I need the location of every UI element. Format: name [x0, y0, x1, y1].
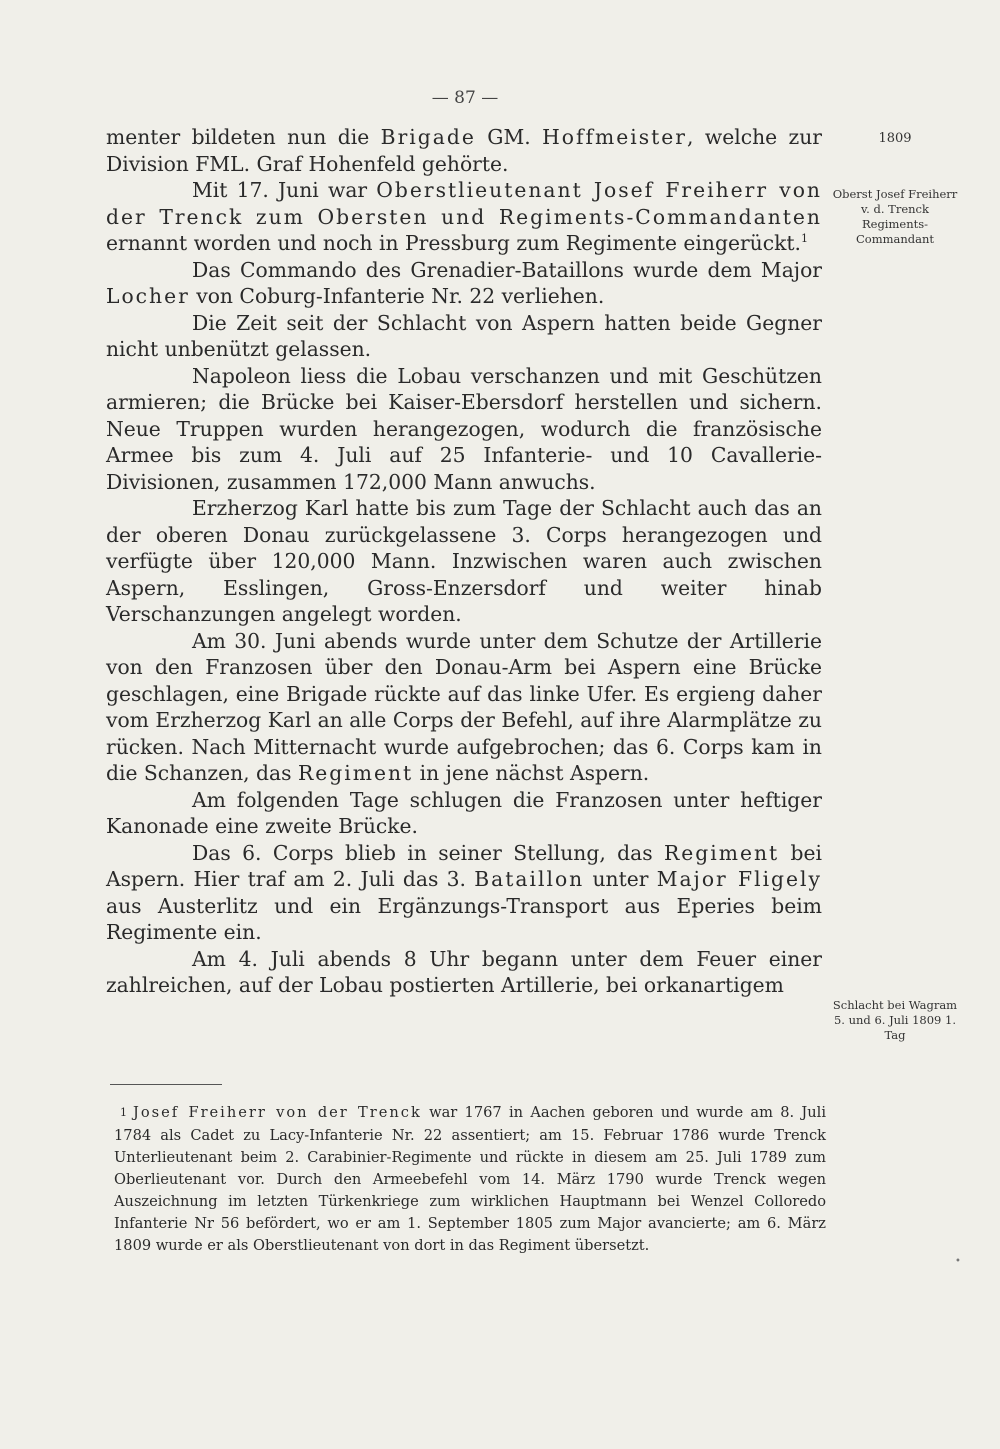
footnote-reference: 1	[800, 232, 808, 246]
print-speck: •	[955, 1256, 961, 1267]
footnote-text: war 1767 in Aachen geboren und wurde am 8. Juli 1784 als Cadet zu Lacy-Infanterie Nr. 22 assentiert; am 15. Februar 1786 wurde Trenck Unterlieutenant beim 2. Carabinier-Regimente und rückte in diesem am 25. Juli 1789 zum Oberlieutenant vor. Durch den Armeebefehl vom 14. März 1790 wurde Trenck wegen Auszeichnung im letzten Türkenkriege zum wirklichen Hauptmann bei Wenzel Colloredo Infanterie Nr 56 befördert, wo er am 1. September 1805 zum Major avancierte; am 6. März 1809 wurde er als Oberstlieutenant von dort in das Regiment übersetzt.	[114, 1104, 826, 1254]
margin-note-oberst: Oberst Josef Freiherr v. d. Trenck Regiments-Commandant	[832, 187, 958, 246]
margin-note-year: 1809	[878, 131, 912, 146]
paragraph-6: Erzherzog Karl hatte bis zum Tage der Schlacht auch das an der oberen Donau zurückgelassene 3. Corps herangezogen und verfügte über 120,000 Mann. Inzwischen waren auch zwischen Aspern, Esslingen, Gross-Enzersdorf und weiter hinab Verschanzungen angelegt worden.	[106, 496, 822, 626]
footnote-divider	[110, 1084, 222, 1085]
page-number: — 87 —	[431, 88, 499, 108]
paragraph-2: Mit 17. Juni war Oberstlieutenant Josef Freiherr von der Trenck zum Obersten und Regiments-Commandanten ernannt worden und noch in Pressburg zum Regimente eingerückt.$^1$	[106, 178, 822, 255]
paragraph-3: Das Commando des Grenadier-Bataillons wurde dem Major Locher von Coburg-Infanterie Nr. 22 verliehen.	[106, 257, 822, 308]
paragraph-10: Am 4. Juli abends 8 Uhr begann unter dem Feuer einer zahlreichen, auf der Lobau postierten Artillerie, bei orkanartigem	[106, 946, 822, 997]
paragraph-8: Am folgenden Tage schlugen die Franzosen unter heftiger Kanonade eine zweite Brücke.	[106, 787, 822, 838]
paragraph-4: Die Zeit seit der Schlacht von Aspern hatten beide Gegner nicht unbenützt gelassen.	[106, 310, 822, 361]
emphasis-regiment: Regiment	[663, 840, 780, 865]
paragraph-5: Napoleon liess die Lobau verschanzen und mit Geschützen armieren; die Brücke bei Kaiser-Ebersdorf herstellen und sichern. Neue Truppen wurden herangezogen, wodurch die französische Armee bis zum 4. Juli auf 25 Infanterie- und 10 Cavallerie-Divisionen, zusammen 172,000 Mann anwuchs.	[106, 363, 822, 494]
footnote-mark: 1	[120, 1106, 127, 1119]
emphasis-brigade: Brigade	[380, 125, 476, 149]
emphasis-hoffmeister: Hoffmeister	[542, 125, 687, 149]
paragraph-7: Am 30. Juni abends wurde unter dem Schutze der Artillerie von den Franzosen über den Donau-Arm bei Aspern eine Brücke geschlagen, eine Brigade rückte auf das linke Ufer. Es ergieng daher vom Erzherzog Karl an alle Corps der Befehl, auf ihre Alarmplätze zu rücken. Nach Mitternacht wurde aufgebrochen; das 6. Corps kam in die Schanzen, das Regiment in jene nächst Aspern.	[106, 628, 822, 785]
emphasis-fligely: Major Fligely	[656, 867, 822, 891]
margin-note-schlacht: Schlacht bei Wagram 5. und 6. Juli 1809 1. Tag	[832, 998, 958, 1042]
emphasis-locher: Locher	[106, 284, 190, 308]
emphasis-regiment: Regiment	[297, 761, 414, 785]
emphasis-bataillon: Bataillon	[474, 867, 585, 891]
paragraph-9: Das 6. Corps blieb in seiner Stellung, das Regiment bei Aspern. Hier traf am 2. Juli das 3. Bataillon unter Major Fligely aus Austerlitz und ein Ergänzungs-Transport aus Eperies beim Regimente ein.	[106, 840, 822, 944]
footnote-name: Josef Freiherr von der Trenck	[133, 1104, 422, 1121]
main-text	[106, 124, 822, 999]
paragraph-1: menter bildeten nun die Brigade GM. Hoffmeister, welche zur Division FML. Graf Hohenfeld gehörte.	[106, 125, 822, 176]
emphasis-trenck: Oberstlieutenant Josef Freiherr von der Trenck zum Obersten und Regiments-Commandanten	[106, 178, 822, 229]
footnote	[114, 1102, 826, 1257]
